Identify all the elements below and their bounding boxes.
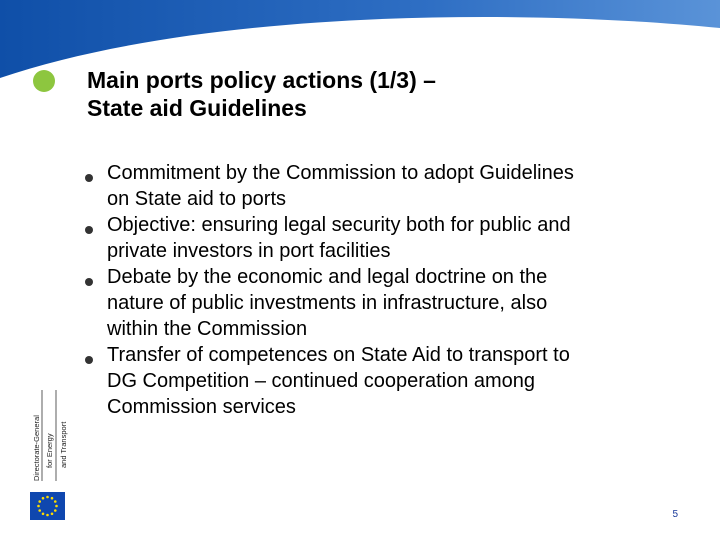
flag-star-icon — [54, 500, 57, 503]
title-bullet-icon — [33, 70, 55, 92]
bullet-item — [82, 212, 682, 264]
title-line: State aid Guidelines — [87, 95, 307, 121]
flag-star-icon — [46, 496, 49, 499]
dg-line-2: for Energy — [45, 433, 54, 468]
bullet-icon — [85, 278, 93, 286]
bullet-line: nature of public investments in infrastructure, also — [107, 292, 548, 314]
eu-flag-icon — [30, 492, 65, 520]
bullet-icon — [85, 174, 93, 182]
bullet-icon — [85, 356, 93, 364]
bullet-line: Transfer of competences on State Aid to transport to — [107, 344, 570, 366]
slide-title — [87, 66, 687, 122]
bullet-list — [82, 160, 682, 420]
bullet-line: Debate by the economic and legal doctrine on the — [107, 266, 548, 288]
flag-star-icon — [37, 505, 40, 508]
page-number: 5 — [672, 509, 678, 520]
bullet-item — [82, 342, 682, 420]
bullet-line: private investors in port facilities — [107, 240, 391, 262]
flag-star-icon — [46, 514, 49, 517]
flag-star-icon — [42, 497, 45, 500]
flag-star-icon — [54, 509, 57, 512]
dg-line-1: Directorate-General — [32, 415, 41, 481]
bullet-line: DG Competition – continued cooperation among — [107, 370, 536, 392]
flag-star-icon — [38, 500, 41, 503]
bullet-line: within the Commission — [107, 318, 308, 340]
dg-line-3: and Transport — [59, 421, 68, 468]
bullet-item — [82, 160, 682, 212]
bullet-icon — [85, 226, 93, 234]
bullet-line: Commitment by the Commission to adopt Guidelines — [107, 162, 574, 184]
flag-star-icon — [38, 509, 41, 512]
bullet-line: Objective: ensuring legal security both for public and — [107, 214, 571, 236]
flag-star-icon — [51, 497, 54, 500]
flag-star-icon — [51, 512, 54, 515]
dg-logo-text — [30, 388, 70, 483]
bullet-item — [82, 264, 682, 342]
flag-star-icon — [42, 512, 45, 515]
bullet-line: on State aid to ports — [107, 188, 287, 210]
flag-star-icon — [55, 505, 58, 508]
title-line: Main ports policy actions (1/3) – — [87, 67, 436, 93]
bullet-line: Commission services — [107, 396, 296, 418]
